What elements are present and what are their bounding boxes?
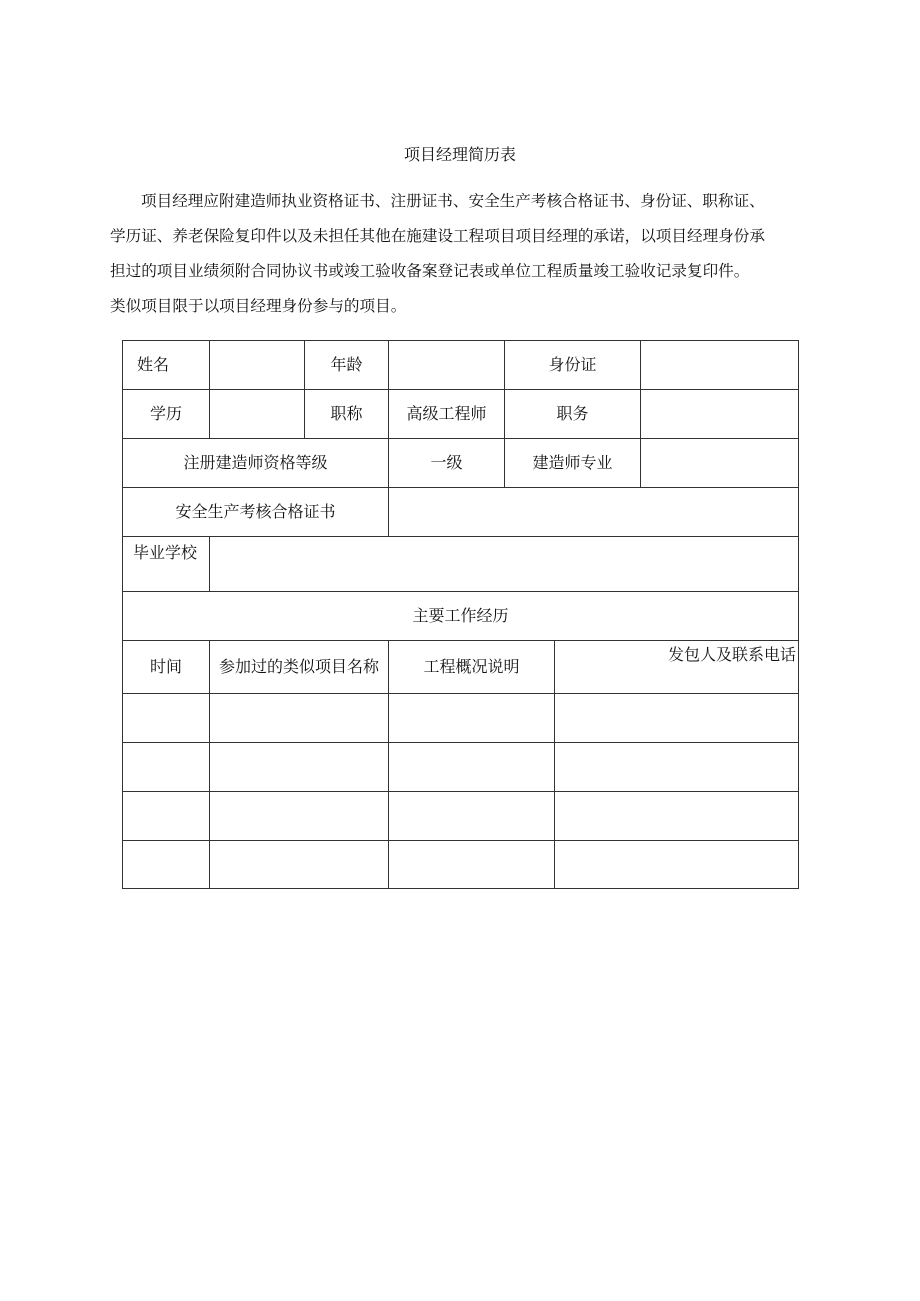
- specialty-label: 建造师专业: [505, 439, 641, 488]
- history-cell-contact[interactable]: [555, 743, 799, 792]
- professional-title-field[interactable]: 高级工程师: [389, 390, 505, 439]
- position-field[interactable]: [641, 390, 799, 439]
- history-cell-overview[interactable]: [389, 743, 555, 792]
- intro-paragraph: [110, 184, 810, 324]
- cert-grade-field[interactable]: 一级: [389, 439, 505, 488]
- history-cell-project-name[interactable]: [210, 694, 389, 743]
- table-row: [123, 743, 799, 792]
- table-row-history-header: [123, 641, 799, 694]
- intro-line: 类似项目限于以项目经理身份参与的项目。: [110, 297, 407, 315]
- history-header-time: 时间: [123, 641, 210, 694]
- id-card-label: 身份证: [505, 341, 641, 390]
- table-row: [123, 694, 799, 743]
- work-history-title: 主要工作经历: [123, 592, 799, 641]
- history-header-project-name: 参加过的类似项目名称: [210, 641, 389, 694]
- table-row: [123, 841, 799, 889]
- history-cell-project-name[interactable]: [210, 841, 389, 889]
- history-cell-contact[interactable]: [555, 841, 799, 889]
- page-title: 项目经理简历表: [403, 145, 516, 164]
- history-cell-contact[interactable]: [555, 792, 799, 841]
- history-cell-overview[interactable]: [389, 694, 555, 743]
- history-cell-overview[interactable]: [389, 841, 555, 889]
- history-cell-time[interactable]: [123, 792, 210, 841]
- name-label: 姓名: [123, 341, 210, 390]
- history-cell-time[interactable]: [123, 841, 210, 889]
- table-row-qualification: [123, 390, 799, 439]
- cert-grade-label: 注册建造师资格等级: [123, 439, 389, 488]
- history-cell-project-name[interactable]: [210, 743, 389, 792]
- table-row-basic-info: [123, 341, 799, 390]
- school-field[interactable]: [210, 537, 799, 592]
- table-row-safety-cert: [123, 488, 799, 537]
- school-label: 毕业学校: [123, 537, 210, 592]
- table-row: [123, 792, 799, 841]
- intro-line: 担过的项目业绩须附合同协议书或竣工验收备案登记表或单位工程质量竣工验收记录复印件。: [110, 262, 750, 280]
- safety-cert-label: 安全生产考核合格证书: [123, 488, 389, 537]
- age-field[interactable]: [389, 341, 505, 390]
- history-cell-time[interactable]: [123, 694, 210, 743]
- history-header-overview: 工程概况说明: [389, 641, 555, 694]
- safety-cert-field[interactable]: [389, 488, 799, 537]
- position-label: 职务: [505, 390, 641, 439]
- education-field[interactable]: [210, 390, 305, 439]
- history-cell-contact[interactable]: [555, 694, 799, 743]
- table-row-school: [123, 537, 799, 592]
- id-card-field[interactable]: [641, 341, 799, 390]
- history-cell-time[interactable]: [123, 743, 210, 792]
- intro-line: 学历证、养老保险复印件以及未担任其他在施建设工程项目项目经理的承诺，以项目经理身份承: [110, 227, 765, 245]
- history-cell-overview[interactable]: [389, 792, 555, 841]
- specialty-field[interactable]: [641, 439, 799, 488]
- history-header-employer-contact: 发包人及联系电话: [555, 641, 799, 694]
- history-cell-project-name[interactable]: [210, 792, 389, 841]
- intro-line: 项目经理应附建造师执业资格证书、注册证书、安全生产考核合格证书、身份证、职称证、: [141, 192, 765, 210]
- age-label: 年龄: [305, 341, 389, 390]
- professional-title-label: 职称: [305, 390, 389, 439]
- education-label: 学历: [123, 390, 210, 439]
- resume-table: [122, 340, 799, 889]
- table-row-constructor-cert: [123, 439, 799, 488]
- name-field[interactable]: [210, 341, 305, 390]
- table-row-section-title: [123, 592, 799, 641]
